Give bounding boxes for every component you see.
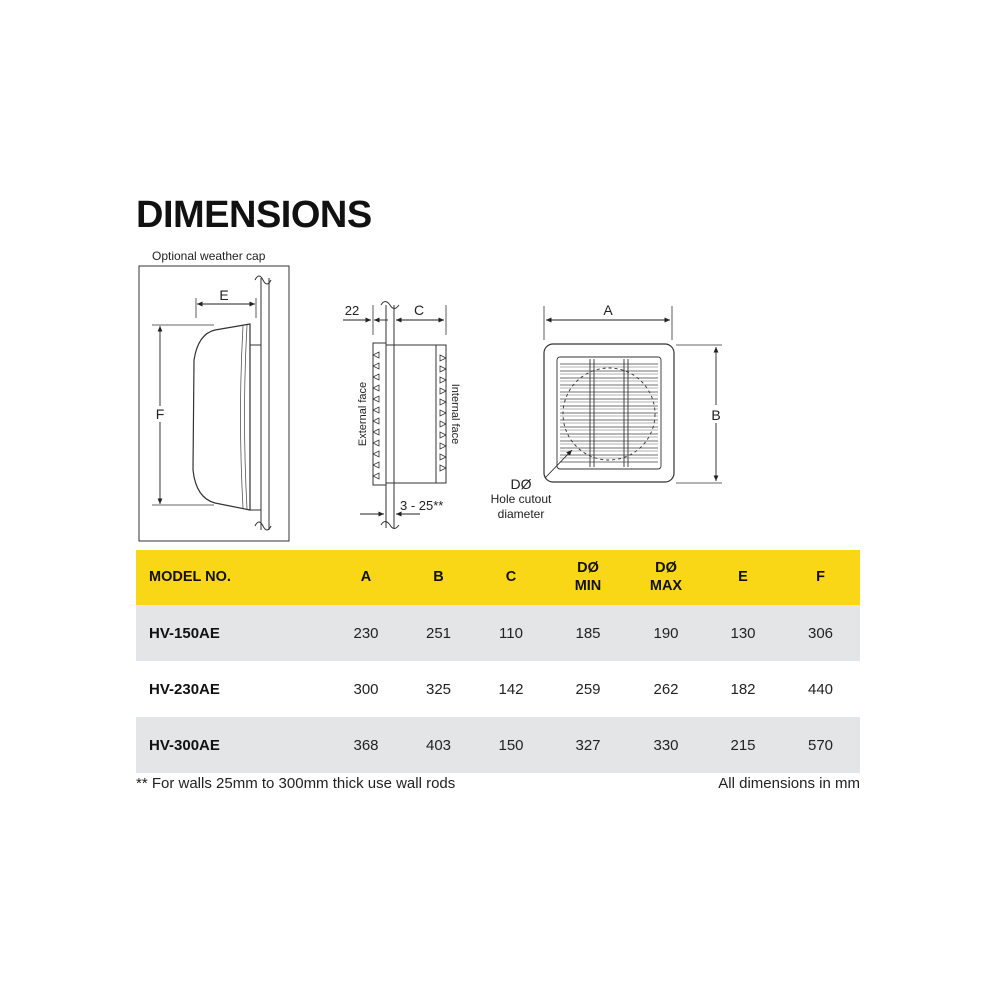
grille-plate bbox=[249, 345, 261, 510]
cell-b: 403 bbox=[404, 717, 473, 773]
header-model: MODEL NO. bbox=[136, 550, 328, 605]
cell-f: 440 bbox=[807, 680, 834, 698]
cell-f: 570 bbox=[781, 717, 860, 773]
header-e: E bbox=[705, 550, 781, 605]
cell-d-max: 262 bbox=[653, 680, 679, 698]
header-d-min bbox=[549, 550, 627, 605]
footnote-wall-rods: ** For walls 25mm to 300mm thick use wall rods bbox=[136, 775, 456, 792]
cell-d-max: 330 bbox=[627, 717, 705, 773]
cell-model: HV-300AE bbox=[136, 717, 328, 773]
cell-model: HV-150AE bbox=[136, 605, 328, 661]
cell-d-min: 259 bbox=[575, 680, 601, 698]
header-d-min-line1: DØ bbox=[577, 560, 599, 577]
cell-b: 325 bbox=[425, 680, 452, 698]
dimension-d-label: DØ bbox=[510, 476, 532, 492]
external-face-label: External face bbox=[357, 381, 369, 447]
header-d-max bbox=[627, 550, 705, 605]
cell-a: 368 bbox=[328, 717, 404, 773]
dimension-22-label: 22 bbox=[344, 303, 360, 318]
header-c: C bbox=[473, 550, 549, 605]
cell-f: 306 bbox=[781, 605, 860, 661]
footnote-units: All dimensions in mm bbox=[718, 775, 860, 792]
cell-a: 230 bbox=[328, 605, 404, 661]
cell-d-min: 185 bbox=[549, 605, 627, 661]
cell-b: 251 bbox=[404, 605, 473, 661]
header-d-min-line2: MIN bbox=[574, 577, 602, 594]
cell-e: 130 bbox=[705, 605, 781, 661]
header-f: F bbox=[781, 550, 860, 605]
table-header-row bbox=[136, 550, 860, 605]
dimension-b-label: B bbox=[711, 407, 721, 423]
dimensions-table-container bbox=[136, 550, 860, 773]
table-row bbox=[136, 605, 860, 661]
internal-face-label: Internal face bbox=[449, 383, 461, 445]
table-row bbox=[136, 717, 860, 773]
header-d-max-line2: MAX bbox=[649, 577, 683, 594]
wall-thickness-label: 3 - 25** bbox=[400, 498, 444, 513]
dimension-a-label: A bbox=[603, 302, 613, 318]
cell-c: 150 bbox=[473, 717, 549, 773]
dimensions-table bbox=[136, 550, 860, 773]
cell-c: 110 bbox=[473, 605, 549, 661]
page-title: DIMENSIONS bbox=[136, 194, 372, 236]
header-b: B bbox=[404, 550, 473, 605]
hole-cutout-label-line2: diameter bbox=[497, 507, 545, 521]
cell-e: 182 bbox=[730, 680, 756, 698]
cell-d-min: 327 bbox=[549, 717, 627, 773]
cell-a: 300 bbox=[353, 680, 379, 698]
header-d-max-line1: DØ bbox=[655, 560, 677, 577]
dimension-e-label: E bbox=[219, 287, 229, 303]
fan-cross-section-view bbox=[343, 302, 461, 529]
header-a: A bbox=[328, 550, 404, 605]
cell-e: 215 bbox=[705, 717, 781, 773]
cell-model: HV-230AE bbox=[149, 680, 220, 698]
cell-d-max: 190 bbox=[627, 605, 705, 661]
weather-cap-caption: Optional weather cap bbox=[152, 249, 266, 263]
weather-cap-side-view bbox=[139, 249, 289, 541]
fan-front-view bbox=[491, 302, 723, 521]
dimension-c-label: C bbox=[413, 302, 425, 318]
hole-cutout-label-line1: Hole cutout bbox=[490, 492, 552, 506]
dimension-f-label: F bbox=[155, 406, 165, 422]
table-row bbox=[136, 661, 860, 717]
cell-c: 142 bbox=[498, 680, 524, 698]
